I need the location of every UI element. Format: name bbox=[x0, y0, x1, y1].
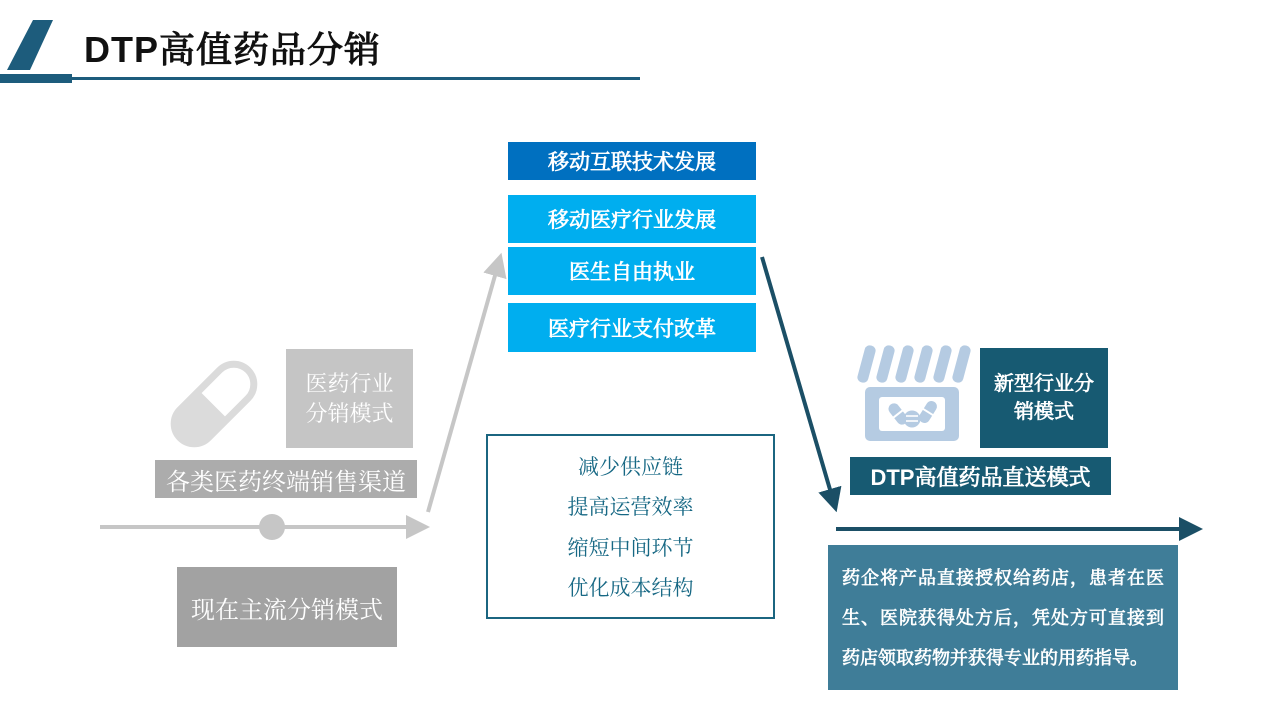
new-mode-line2: 销模式 bbox=[1014, 401, 1074, 423]
new-model-description bbox=[828, 545, 1178, 690]
pharmacy-store-icon bbox=[853, 343, 975, 445]
benefit-item-1: 减少供应链 bbox=[578, 456, 683, 480]
driver-box-2: 移动医疗行业发展 bbox=[508, 195, 756, 243]
slash-accent-icon bbox=[0, 18, 60, 74]
driver-box-4: 医疗行业支付改革 bbox=[508, 303, 756, 352]
new-mode-box bbox=[980, 348, 1108, 448]
current-mode-line2: 分销模式 bbox=[305, 400, 394, 426]
benefits-box bbox=[486, 434, 775, 619]
driver-box-3: 医生自由执业 bbox=[508, 247, 756, 295]
page-title: DTP高值药品分销 bbox=[84, 29, 382, 70]
capsule-pill-icon bbox=[158, 348, 270, 460]
title-underline bbox=[72, 77, 640, 80]
timeline-dot bbox=[259, 514, 285, 540]
current-model-box: 现在主流分销模式 bbox=[177, 567, 397, 647]
benefit-item-2: 提高运营效率 bbox=[567, 496, 694, 520]
current-mode-line1: 医药行业 bbox=[305, 370, 394, 396]
benefit-item-4: 优化成本结构 bbox=[567, 576, 694, 600]
new-mode-line1: 新型行业分 bbox=[994, 373, 1094, 395]
new-model-description-text: 药企将产品直接授权给药店，患者在医生、医院获得处方后，凭处方可直接到药店领取药物并获得专业的用药指导。 bbox=[842, 567, 1164, 668]
current-mode-box bbox=[286, 349, 413, 448]
channel-bar: 各类医药终端销售渠道 bbox=[155, 460, 417, 498]
driver-box-1: 移动互联技术发展 bbox=[508, 142, 756, 180]
title-underline-bar bbox=[0, 74, 72, 83]
dtp-direct-model-bar: DTP高值药品直送模式 bbox=[850, 457, 1111, 495]
benefit-item-3: 缩短中间环节 bbox=[567, 536, 694, 560]
